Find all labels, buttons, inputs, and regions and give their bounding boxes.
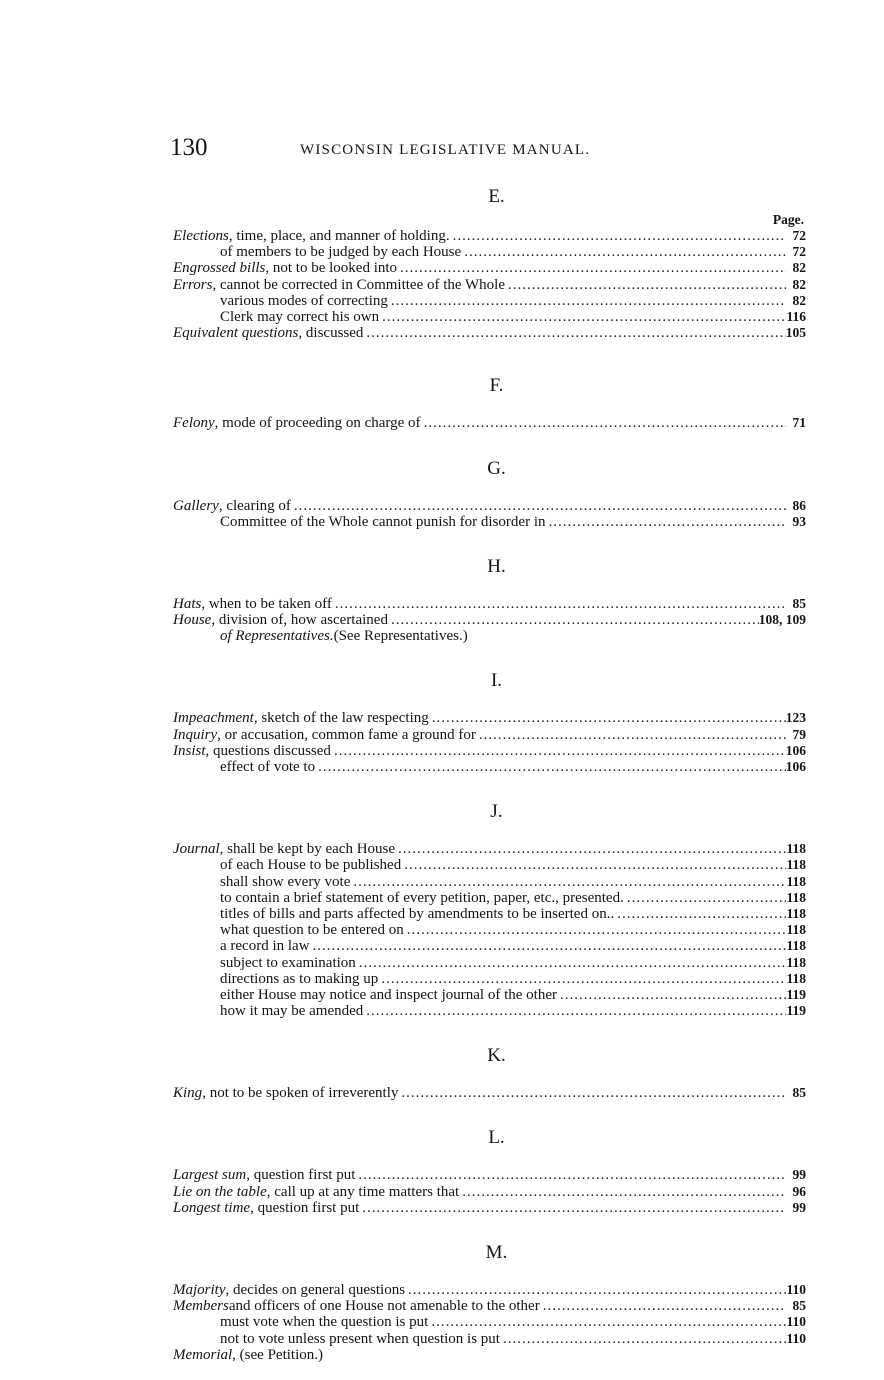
dot-leader <box>540 1298 786 1314</box>
entry-list <box>173 1085 806 1101</box>
section-letter: H. <box>487 555 506 577</box>
dot-leader <box>614 906 786 922</box>
index-entry <box>173 987 806 1003</box>
entry-list <box>173 1282 806 1363</box>
index-section <box>173 371 806 431</box>
entry-term: of Representatives. <box>220 628 334 645</box>
dot-leader <box>476 727 786 743</box>
dot-leader <box>505 277 786 293</box>
entry-page-ref: 106 <box>785 742 806 758</box>
entry-term: Inquiry <box>173 726 218 743</box>
dot-leader <box>421 415 786 431</box>
section-letter: J. <box>490 801 503 823</box>
index-entry <box>173 906 806 922</box>
entry-list <box>173 498 806 530</box>
entry-page-ref: 123 <box>785 710 806 726</box>
dot-leader <box>404 922 786 938</box>
entry-term: Engrossed bills <box>173 260 266 277</box>
dot-leader <box>459 1184 786 1200</box>
entry-page-ref: 106 <box>785 759 806 774</box>
entry-page-ref: 82 <box>792 276 806 292</box>
entry-text: Clerk may correct his own <box>220 308 380 325</box>
entry-text: how it may be amended <box>220 1003 364 1020</box>
index-section <box>173 1238 806 1363</box>
entry-text: , not to be looked into <box>265 260 398 277</box>
dot-leader <box>331 743 786 759</box>
section-letter: G. <box>487 457 506 479</box>
entry-page-ref: 85 <box>792 1085 806 1101</box>
entry-text: and officers of one House not amenable to the other <box>228 1298 540 1315</box>
index-entry <box>173 922 806 938</box>
entry-text: , clearing of <box>218 497 291 514</box>
section-letter: M. <box>485 1242 508 1263</box>
index-section <box>173 182 806 341</box>
index-entry <box>173 874 806 890</box>
index-entry <box>173 1331 806 1347</box>
entry-text: , question first put <box>246 1167 356 1184</box>
entry-list <box>173 415 806 431</box>
entry-page-ref: 71 <box>792 415 806 431</box>
entry-text: , questions discussed <box>205 742 331 759</box>
entry-text: must vote when the question is put <box>220 1314 429 1331</box>
entry-page-ref: 118 <box>786 970 806 986</box>
entry-page-ref: 110 <box>786 1314 806 1330</box>
dot-leader <box>379 309 786 325</box>
dot-leader <box>388 612 759 628</box>
entry-term: House <box>173 612 212 629</box>
dot-leader <box>378 971 786 987</box>
entry-text: of each House to be published <box>220 857 402 874</box>
index-entry <box>173 628 806 644</box>
entry-page-ref: 119 <box>786 986 806 1002</box>
entry-text: effect of vote to <box>220 759 316 775</box>
index-entry <box>173 1298 806 1314</box>
entry-text: titles of bills and parts affected by amendments to be inserted on.. <box>220 905 615 922</box>
page-number: 130 <box>170 134 208 161</box>
index-entry <box>173 759 806 775</box>
running-title: WISCONSIN LEGISLATIVE MANUAL. <box>300 142 591 158</box>
entry-term: King <box>173 1085 203 1102</box>
entry-term: Largest sum <box>173 1167 247 1184</box>
entry-page-ref: 110 <box>786 1282 806 1297</box>
dot-leader <box>355 1167 786 1183</box>
page-column-label: Page. <box>772 212 804 227</box>
entry-text: , or accusation, common fame a ground for <box>217 726 476 743</box>
entry-page-ref: 118 <box>786 922 806 938</box>
index-entry <box>173 890 806 906</box>
section-letter: I. <box>490 670 503 692</box>
index-entry <box>173 1314 806 1330</box>
dot-leader <box>395 841 786 857</box>
entry-text: to contain a brief statement of every petition, paper, etc., presented. <box>220 889 624 906</box>
entry-term: Lie on the table <box>173 1183 267 1200</box>
dot-leader <box>350 874 786 890</box>
dot-leader <box>461 244 786 260</box>
index-entry <box>173 1200 806 1216</box>
dot-leader <box>428 1314 786 1330</box>
index-entry <box>173 277 806 293</box>
entry-text: , call up at any time matters that <box>266 1183 460 1200</box>
index-body <box>173 182 806 1363</box>
entry-term: Hats <box>173 595 202 612</box>
entry-text: , decides on general questions <box>225 1282 406 1298</box>
dot-leader <box>450 228 786 244</box>
index-entry <box>173 710 806 726</box>
running-header <box>170 134 810 166</box>
entry-text: (See Representatives.) <box>333 628 468 645</box>
entry-text: not to vote unless present when question is put <box>220 1330 500 1347</box>
entry-term: Equivalent questions <box>173 325 299 342</box>
index-entry <box>173 1347 806 1363</box>
entry-page-ref: 118 <box>786 938 806 954</box>
section-letter: E. <box>488 186 505 207</box>
entry-text: various modes of correcting <box>220 292 388 309</box>
entry-page-ref: 118 <box>786 905 806 921</box>
dot-leader <box>363 1003 786 1019</box>
entry-page-ref: 82 <box>792 260 806 276</box>
entry-term: Errors <box>173 276 213 293</box>
dot-leader <box>363 325 785 341</box>
entry-term: Majority <box>173 1282 226 1298</box>
index-section <box>173 797 806 1019</box>
entry-text: , mode of proceeding on charge of <box>214 415 421 432</box>
entry-page-ref: 72 <box>792 228 806 243</box>
entry-text: , not to be spoken of irreverently <box>202 1085 399 1102</box>
entry-page-ref: 116 <box>786 308 806 324</box>
index-entry <box>173 596 806 612</box>
dot-leader <box>624 890 786 906</box>
entry-text: shall show every vote <box>220 873 351 890</box>
dot-leader <box>388 293 786 309</box>
entry-page-ref: 105 <box>785 325 806 341</box>
index-entry <box>173 938 806 954</box>
entry-term: Gallery <box>173 497 219 514</box>
entry-page-ref: 119 <box>786 1003 806 1019</box>
entry-list <box>173 596 806 645</box>
index-entry <box>173 325 806 341</box>
entry-page-ref: 79 <box>792 726 806 742</box>
entry-page-ref: 118 <box>786 841 806 857</box>
index-entry <box>173 1184 806 1200</box>
dot-leader <box>291 498 786 514</box>
index-entry <box>173 612 806 628</box>
entry-text: Committee of the Whole cannot punish for disorder in <box>220 513 546 530</box>
entry-page-ref: 118 <box>786 857 806 873</box>
entry-page-ref: 118 <box>786 954 806 970</box>
entry-text: directions as to making up <box>220 970 379 987</box>
index-entry <box>173 743 806 759</box>
dot-leader <box>557 987 786 1003</box>
index-entry <box>173 228 806 244</box>
entry-text: a record in law <box>220 938 310 955</box>
dot-leader <box>398 1085 786 1101</box>
index-section <box>173 552 806 645</box>
section-letter: L. <box>488 1127 505 1149</box>
entry-text: , (see Petition.) <box>232 1346 323 1363</box>
entry-term: Members <box>173 1298 229 1315</box>
index-entry <box>173 1003 806 1019</box>
entry-term: Longest time <box>173 1199 251 1216</box>
section-letter: F. <box>489 375 504 397</box>
index-entry <box>173 1282 806 1298</box>
entry-text: subject to examination <box>220 954 356 971</box>
index-section <box>173 1041 806 1101</box>
entry-text: , discussed <box>298 325 364 342</box>
dot-leader <box>405 1282 786 1298</box>
index-entry <box>173 293 806 309</box>
dot-leader <box>401 857 786 873</box>
entry-page-ref: 96 <box>792 1183 806 1199</box>
entry-page-ref: 118 <box>786 889 806 905</box>
entry-term: Journal <box>173 841 220 858</box>
dot-leader <box>310 938 786 954</box>
entry-text: , question first put <box>250 1199 360 1216</box>
index-section <box>173 666 806 775</box>
dot-leader <box>359 1200 786 1216</box>
entry-page-ref: 110 <box>786 1330 806 1346</box>
entry-page-ref: 85 <box>792 1298 806 1314</box>
dot-leader <box>429 710 786 726</box>
index-entry <box>173 1085 806 1101</box>
entry-text: of members to be judged by each House <box>220 244 462 261</box>
entry-term: Memorial <box>173 1346 233 1363</box>
entry-page-ref: 99 <box>792 1167 806 1183</box>
index-entry <box>173 955 806 971</box>
entry-page-ref: 93 <box>792 513 806 529</box>
section-letter: K. <box>487 1045 506 1067</box>
index-entry <box>173 1167 806 1183</box>
entry-page-ref: 86 <box>792 497 806 513</box>
dot-leader <box>356 955 786 971</box>
entry-page-ref: 118 <box>786 873 806 889</box>
entry-list <box>173 710 806 775</box>
entry-term: Insist <box>173 742 206 759</box>
entry-text: , sketch of the law respecting <box>253 710 429 727</box>
entry-term: Impeachment <box>173 710 254 727</box>
entry-page-ref: 72 <box>792 244 806 260</box>
dot-leader <box>546 514 787 530</box>
index-entry <box>173 727 806 743</box>
index-entry <box>173 260 806 276</box>
entry-term: Elections <box>173 228 229 244</box>
entry-list <box>173 228 806 341</box>
index-entry <box>173 244 806 260</box>
index-entry <box>173 971 806 987</box>
dot-leader <box>315 759 786 775</box>
entry-text: , division of, how ascertained <box>211 612 388 629</box>
index-entry <box>173 415 806 431</box>
index-entry <box>173 309 806 325</box>
entry-list <box>173 1167 806 1216</box>
index-section <box>173 1123 806 1216</box>
dot-leader <box>500 1331 786 1347</box>
dot-leader <box>397 260 786 276</box>
entry-text: , when to be taken off <box>201 595 332 612</box>
entry-text: what question to be entered on <box>220 922 404 939</box>
index-entry <box>173 498 806 514</box>
index-entry <box>173 857 806 873</box>
entry-text: , shall be kept by each House <box>219 841 396 858</box>
entry-list <box>173 841 806 1019</box>
entry-term: Felony <box>173 415 215 432</box>
dot-leader <box>332 596 786 612</box>
entry-page-ref: 108, 109 <box>758 612 806 628</box>
index-entry <box>173 514 806 530</box>
index-section <box>173 454 806 530</box>
entry-page-ref: 85 <box>792 595 806 611</box>
index-entry <box>173 841 806 857</box>
entry-page-ref: 82 <box>792 292 806 308</box>
entry-text: , cannot be corrected in Committee of the Whole <box>212 276 506 293</box>
entry-text: either House may notice and inspect journal of the other <box>220 986 557 1003</box>
entry-page-ref: 99 <box>792 1199 806 1215</box>
entry-text: , time, place, and manner of holding. <box>228 228 450 244</box>
